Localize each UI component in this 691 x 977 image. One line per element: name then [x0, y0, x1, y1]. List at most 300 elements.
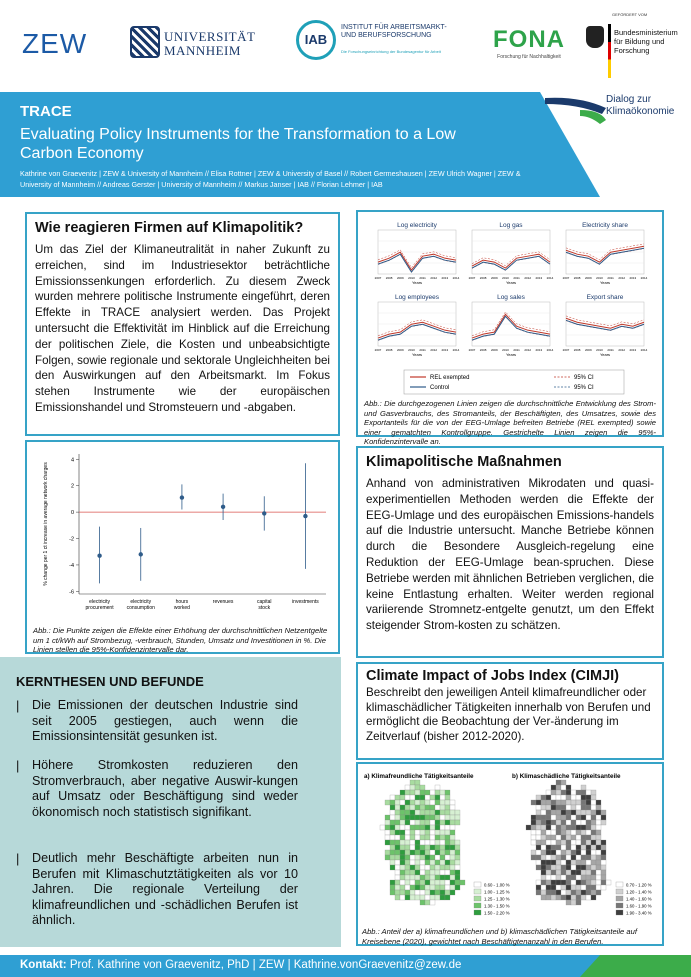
- map-b-district: [556, 805, 561, 810]
- map-b-district: [601, 855, 606, 860]
- map-b-district: [551, 895, 556, 900]
- map-a-legend-swatch: [474, 910, 481, 915]
- map-a-district: [415, 810, 420, 815]
- map-b-district: [546, 875, 551, 880]
- map-b-district: [571, 820, 576, 825]
- map-b-district: [556, 795, 561, 800]
- map-a-district: [395, 825, 400, 830]
- map-a-district: [410, 860, 415, 865]
- map-b-district: [586, 855, 591, 860]
- map-a-district: [415, 890, 420, 895]
- map-a-district: [405, 835, 410, 840]
- coef-point: [262, 511, 266, 515]
- map-a-legend-label: 0.60 - 1.00 %: [484, 882, 510, 888]
- map-b-district: [591, 790, 596, 795]
- map-a-district: [405, 825, 410, 830]
- map-b-district: [561, 805, 566, 810]
- y-tick-label: 0: [70, 510, 74, 517]
- panel-year-tick: 2007: [374, 348, 382, 352]
- map-b-district: [566, 785, 571, 790]
- map-a-district: [445, 860, 450, 865]
- map-a-district: [440, 855, 445, 860]
- map-a-district: [420, 855, 425, 860]
- finding-text: Deutlich mehr Beschäftigte arbeiten nun in Berufen mit Klimaschutztätigkeiten als vor 10 Jahren. Die regionale Verteilung der klimafreundlichen und -schädlichen Berufen ist ähnlich.: [32, 851, 298, 927]
- map-b-district: [561, 790, 566, 795]
- map-b-district: [551, 820, 556, 825]
- panel-xlabel: Years: [411, 280, 423, 285]
- map-a-district: [430, 815, 435, 820]
- map-a-district: [390, 855, 395, 860]
- map-b-district: [541, 825, 546, 830]
- map-b-district: [586, 890, 591, 895]
- map-b-district: [581, 790, 586, 795]
- map-b-district: [581, 895, 586, 900]
- map-b-district: [541, 840, 546, 845]
- map-a-district: [420, 810, 425, 815]
- panel-year-tick: 2013: [535, 348, 543, 352]
- map-b-district: [576, 805, 581, 810]
- map-a-district: [455, 885, 460, 890]
- map-a-district: [425, 830, 430, 835]
- finding-text: Die Emissionen der deutschen Industrie sind seit 2005 gestiegen, auch wenn die Emissionsintensität gesunken ist.: [32, 698, 298, 743]
- map-b-district: [586, 885, 591, 890]
- map-b-district: [571, 800, 576, 805]
- map-a-district: [420, 860, 425, 865]
- map-a-district: [445, 885, 450, 890]
- map-a-district: [415, 790, 420, 795]
- map-b-district: [536, 825, 541, 830]
- map-a-district: [435, 870, 440, 875]
- panel-year-tick: 2008: [479, 348, 487, 352]
- map-a-district: [435, 880, 440, 885]
- map-a-district: [420, 845, 425, 850]
- map-a-district: [425, 840, 430, 845]
- panel-year-tick: 2009: [490, 276, 498, 280]
- map-a-district: [450, 815, 455, 820]
- legend-ci-control: 95% CI: [574, 385, 594, 391]
- map-b-district: [556, 780, 561, 785]
- map-a-district: [410, 870, 415, 875]
- map-a-district: [420, 800, 425, 805]
- map-a-district: [440, 890, 445, 895]
- map-a-district: [440, 830, 445, 835]
- panel-year-tick: 2009: [584, 276, 592, 280]
- coef-box: [25, 440, 340, 654]
- map-a-district: [440, 885, 445, 890]
- map-b-district: [536, 860, 541, 865]
- map-b-district: [591, 860, 596, 865]
- map-a-district: [415, 820, 420, 825]
- map-a-district: [455, 880, 460, 885]
- map-b-district: [586, 835, 591, 840]
- panel-year-tick: 2010: [502, 348, 509, 352]
- map-b-district: [576, 885, 581, 890]
- map-b-district: [541, 835, 546, 840]
- map-a-district: [440, 790, 445, 795]
- map-b-district: [561, 865, 566, 870]
- map-a-district: [415, 825, 420, 830]
- map-a-district: [405, 800, 410, 805]
- map-b-district: [591, 800, 596, 805]
- footer: [0, 955, 691, 977]
- key-findings: [0, 657, 341, 947]
- map-a-legend-label: 1.00 - 1.25 %: [484, 889, 510, 895]
- map-b-district: [576, 865, 581, 870]
- map-b-district: [576, 800, 581, 805]
- map-a-district: [450, 845, 455, 850]
- map-b-district: [571, 805, 576, 810]
- map-a-district: [405, 870, 410, 875]
- map-b-district: [566, 860, 571, 865]
- map-b-district: [581, 865, 586, 870]
- map-b-district: [566, 885, 571, 890]
- map-a-district: [400, 880, 405, 885]
- map-b-district: [541, 810, 546, 815]
- map-b-district: [596, 885, 601, 890]
- map-b-district: [561, 875, 566, 880]
- map-a-district: [435, 785, 440, 790]
- map-a-district: [430, 875, 435, 880]
- panels-box: [356, 210, 664, 447]
- map-a-district: [450, 875, 455, 880]
- map-a-district: [415, 855, 420, 860]
- map-b-district: [556, 885, 561, 890]
- map-b-district: [556, 815, 561, 820]
- map-b-district: [576, 850, 581, 855]
- map-b-district: [536, 855, 541, 860]
- x-tick-label: procurement: [85, 605, 114, 611]
- panel-xlabel: Years: [505, 352, 517, 357]
- map-a-district: [390, 840, 395, 845]
- panel-year-tick: 2007: [468, 348, 476, 352]
- map-a-district: [405, 805, 410, 810]
- map-a-district: [395, 860, 400, 865]
- map-a-district: [410, 830, 415, 835]
- map-b-district: [561, 845, 566, 850]
- map-a-district: [405, 895, 410, 900]
- map-b-district: [596, 855, 601, 860]
- map-a-district: [450, 880, 455, 885]
- panels-caption: Abb.: Die durchgezogenen Linien zeigen die durchschnittliche Entwicklung des Strom- und Gasverbrauchs, des Stromanteils, der Beschäftigten, des Umsatzes, sowie des Exportanteils für die von der EEG-Umlage befreiten Betriebe (REL exempted) sowie einer gematchten Kontrollgruppe. Gestrichelte Linien zeigen die 95%-Konfidenzintervalle an.: [364, 399, 656, 447]
- map-a-district: [425, 875, 430, 880]
- map-a-district: [395, 875, 400, 880]
- map-b-district: [571, 880, 576, 885]
- map-b-district: [571, 885, 576, 890]
- map-b-district: [571, 870, 576, 875]
- map-a-district: [415, 835, 420, 840]
- map-b-district: [596, 805, 601, 810]
- y-tick-label: 4: [70, 457, 74, 464]
- map-b-district: [596, 845, 601, 850]
- map-b-district: [561, 890, 566, 895]
- map-b-district: [576, 895, 581, 900]
- map-b-district: [571, 865, 576, 870]
- fona-word: FONA: [493, 26, 565, 53]
- map-a-district: [455, 845, 460, 850]
- map-b-district: [551, 805, 556, 810]
- map-b-district: [541, 895, 546, 900]
- map-b-district: [601, 875, 606, 880]
- panel-year-tick: 2011: [607, 348, 614, 352]
- map-b-district: [551, 865, 556, 870]
- map-b-district: [566, 795, 571, 800]
- map-a-district: [390, 795, 395, 800]
- coef-point: [97, 553, 101, 557]
- map-a-district: [445, 880, 450, 885]
- map-a-district: [410, 895, 415, 900]
- map-a-district: [430, 845, 435, 850]
- map-a-district: [430, 885, 435, 890]
- map-b-district: [551, 860, 556, 865]
- map-b-district: [541, 815, 546, 820]
- map-a-district: [400, 790, 405, 795]
- map-a-district: [425, 870, 430, 875]
- map-b-district: [576, 890, 581, 895]
- map-b-district: [571, 900, 576, 905]
- map-a-district: [390, 820, 395, 825]
- map-b-legend-label: 1.40 - 1.60 %: [626, 896, 652, 902]
- map-b-district: [591, 890, 596, 895]
- map-b-district: [586, 845, 591, 850]
- map-b-district: [541, 820, 546, 825]
- map-a-district: [430, 880, 435, 885]
- map-a-district: [395, 850, 400, 855]
- map-b-district: [536, 815, 541, 820]
- map-a-district: [410, 840, 415, 845]
- map-b-district: [546, 830, 551, 835]
- bmbf-name: Bundesministerium für Bildung und Forschung: [614, 28, 678, 55]
- map-a-district: [430, 840, 435, 845]
- map-b-district: [586, 820, 591, 825]
- map-b-district: [601, 865, 606, 870]
- map-b-district: [561, 850, 566, 855]
- map-a-district: [425, 815, 430, 820]
- map-b-district: [601, 820, 606, 825]
- dialog-logo: Dialog zur Klimaökonomie: [606, 94, 675, 117]
- map-a-district: [395, 840, 400, 845]
- panel-year-tick: 2007: [374, 276, 382, 280]
- map-a-district: [400, 800, 405, 805]
- map-b-district: [591, 885, 596, 890]
- map-b-district: [576, 900, 581, 905]
- map-a-district: [430, 850, 435, 855]
- map-a-district: [405, 855, 410, 860]
- map-b-district: [601, 870, 606, 875]
- map-a-district: [440, 800, 445, 805]
- map-b-district: [556, 860, 561, 865]
- map-a-district: [400, 805, 405, 810]
- map-a-district: [410, 880, 415, 885]
- map-a-district: [430, 895, 435, 900]
- map-b-district: [596, 865, 601, 870]
- map-a-district: [450, 840, 455, 845]
- map-b-district: [606, 880, 611, 885]
- map-b-district: [581, 820, 586, 825]
- map-b-district: [556, 800, 561, 805]
- map-a-district: [410, 800, 415, 805]
- map-a-district: [405, 845, 410, 850]
- map-a-district: [400, 825, 405, 830]
- map-a-district: [410, 850, 415, 855]
- map-a-district: [405, 890, 410, 895]
- map-a-district: [435, 865, 440, 870]
- map-b-district: [566, 890, 571, 895]
- map-b-district: [551, 870, 556, 875]
- map-b-district: [586, 830, 591, 835]
- firms-text: Um das Ziel der Klimaneutralität in naher Zukunft zu erreichen, sind im Industriesektor beträchtliche Emissionssenkungen erforderlich. Zu diesem Zweck wurden mehrere politische Instrumente eingeführt, deren Effekte in TRACE analysiert werden. Das Projekt untersucht die Effektivität im Hinblick auf die Erreichung der politischen Ziele, die Kosten und unbeabsichtigte Folgen, sowie regionale und sektorale Ungleichheiten bei den Auswirkungen auf den Arbeitsmarkt. Im Fokus stehen Instrumente wie der europäischen Emissionshandel und Stromsteuern und -abgaben.: [35, 243, 330, 414]
- panel-year-tick: 2013: [441, 348, 449, 352]
- map-a-district: [385, 800, 390, 805]
- map-a-district: [395, 865, 400, 870]
- map-a-district: [400, 870, 405, 875]
- map-a-district: [425, 845, 430, 850]
- map-b-legend-label: 0.70 - 1.20 %: [626, 882, 652, 888]
- x-tick-label: hours: [175, 599, 189, 605]
- map-b-district: [566, 845, 571, 850]
- map-a-district: [455, 840, 460, 845]
- map-a-district: [435, 820, 440, 825]
- panel-xlabel: Years: [505, 280, 517, 285]
- panel-title: Log sales: [497, 294, 525, 301]
- map-a-district: [435, 800, 440, 805]
- map-b-district: [536, 865, 541, 870]
- map-b-district: [556, 835, 561, 840]
- map-a-district: [400, 810, 405, 815]
- uma-line1: UNIVERSITÄT: [164, 29, 256, 44]
- map-a-district: [385, 855, 390, 860]
- map-b-district: [596, 825, 601, 830]
- map-a-district: [410, 885, 415, 890]
- cimji-heading: Climate Impact of Jobs Index (CIMJI): [366, 668, 619, 684]
- project-tag: TRACE: [20, 103, 72, 120]
- panel-legend: [404, 370, 624, 394]
- map-a-district: [420, 890, 425, 895]
- coef-point: [180, 495, 184, 499]
- map-b-district: [541, 875, 546, 880]
- map-a-district: [405, 830, 410, 835]
- map-b-district: [531, 825, 536, 830]
- panel-year-tick: 2012: [430, 348, 438, 352]
- panel-year-tick: 2013: [629, 348, 637, 352]
- panel-year-tick: 2007: [562, 348, 570, 352]
- map-a-district: [395, 830, 400, 835]
- x-tick-label: electricity: [89, 599, 111, 605]
- map-a-district: [400, 895, 405, 900]
- map-b-district: [581, 815, 586, 820]
- map-b-district: [551, 880, 556, 885]
- map-a-district: [455, 870, 460, 875]
- map-b-district: [561, 880, 566, 885]
- map-a-district: [435, 850, 440, 855]
- map-a-district: [415, 870, 420, 875]
- maps-caption: Abb.: Anteil der a) klimafreundlichen und b) klimaschädlichen Tätigkeitsanteile auf Kreisebene (2020), gewichtet nach Beschäftigtenanzahl in den Berufen.: [362, 927, 637, 946]
- map-a-district: [415, 860, 420, 865]
- maps-box: [356, 762, 664, 946]
- map-a-district: [425, 835, 430, 840]
- map-b-district: [531, 850, 536, 855]
- map-b-district: [571, 795, 576, 800]
- map-b-district: [571, 875, 576, 880]
- map-b-district: [536, 835, 541, 840]
- map-b-legend-swatch: [616, 882, 623, 887]
- map-b-district: [596, 890, 601, 895]
- map-a-district: [430, 890, 435, 895]
- map-b-district: [546, 890, 551, 895]
- map-b-district: [596, 820, 601, 825]
- map-a-district: [445, 865, 450, 870]
- x-tick-label: revenues: [212, 599, 234, 605]
- map-a-district: [415, 780, 420, 785]
- map-a-district: [440, 795, 445, 800]
- map-b-district: [541, 860, 546, 865]
- map-a-district: [425, 820, 430, 825]
- map-a-district: [415, 850, 420, 855]
- map-b-district: [551, 885, 556, 890]
- map-b-district: [586, 850, 591, 855]
- map-b-district: [586, 865, 591, 870]
- zew-logo: ZEW: [22, 28, 88, 59]
- map-b-district: [581, 830, 586, 835]
- map-b-district: [591, 830, 596, 835]
- map-b-district: [566, 865, 571, 870]
- map-a-district: [445, 825, 450, 830]
- finding-bar: |: [16, 698, 20, 713]
- map-a-district: [445, 890, 450, 895]
- map-b-district: [566, 895, 571, 900]
- map-b-district: [561, 835, 566, 840]
- map-a-district: [430, 860, 435, 865]
- map-a-district: [400, 860, 405, 865]
- panel-year-tick: 2008: [479, 276, 487, 280]
- map-b-district: [531, 815, 536, 820]
- map-a-district: [420, 850, 425, 855]
- map-a-district: [395, 810, 400, 815]
- map-a-district: [435, 840, 440, 845]
- map-b-district: [536, 830, 541, 835]
- map-a-district: [445, 870, 450, 875]
- map-a-district: [435, 875, 440, 880]
- map-a-district: [380, 825, 385, 830]
- map-b-district: [581, 890, 586, 895]
- map-b-district: [581, 875, 586, 880]
- finding-bar: |: [16, 758, 20, 773]
- map-a-district: [435, 860, 440, 865]
- map-a-district: [420, 885, 425, 890]
- map-b-district: [561, 870, 566, 875]
- panel-grid: [364, 218, 658, 396]
- map-b-district: [531, 840, 536, 845]
- map-b-district: [586, 795, 591, 800]
- map-a-district: [445, 830, 450, 835]
- map-b-district: [586, 880, 591, 885]
- map-a-district: [445, 815, 450, 820]
- poster-title: Evaluating Policy Instruments for the Transformation to a Low Carbon Economy: [20, 126, 456, 162]
- map-b-district: [541, 800, 546, 805]
- map-a-district: [400, 835, 405, 840]
- map-b-district: [541, 855, 546, 860]
- map-a-district: [405, 865, 410, 870]
- map-a-district: [410, 810, 415, 815]
- map-b-district: [561, 800, 566, 805]
- map-b-district: [591, 805, 596, 810]
- map-b-district: [541, 865, 546, 870]
- map-a-district: [415, 880, 420, 885]
- map-b-district: [551, 795, 556, 800]
- map-a-district: [405, 785, 410, 790]
- map-b-district: [581, 810, 586, 815]
- map-b-district: [556, 820, 561, 825]
- map-a-district: [390, 805, 395, 810]
